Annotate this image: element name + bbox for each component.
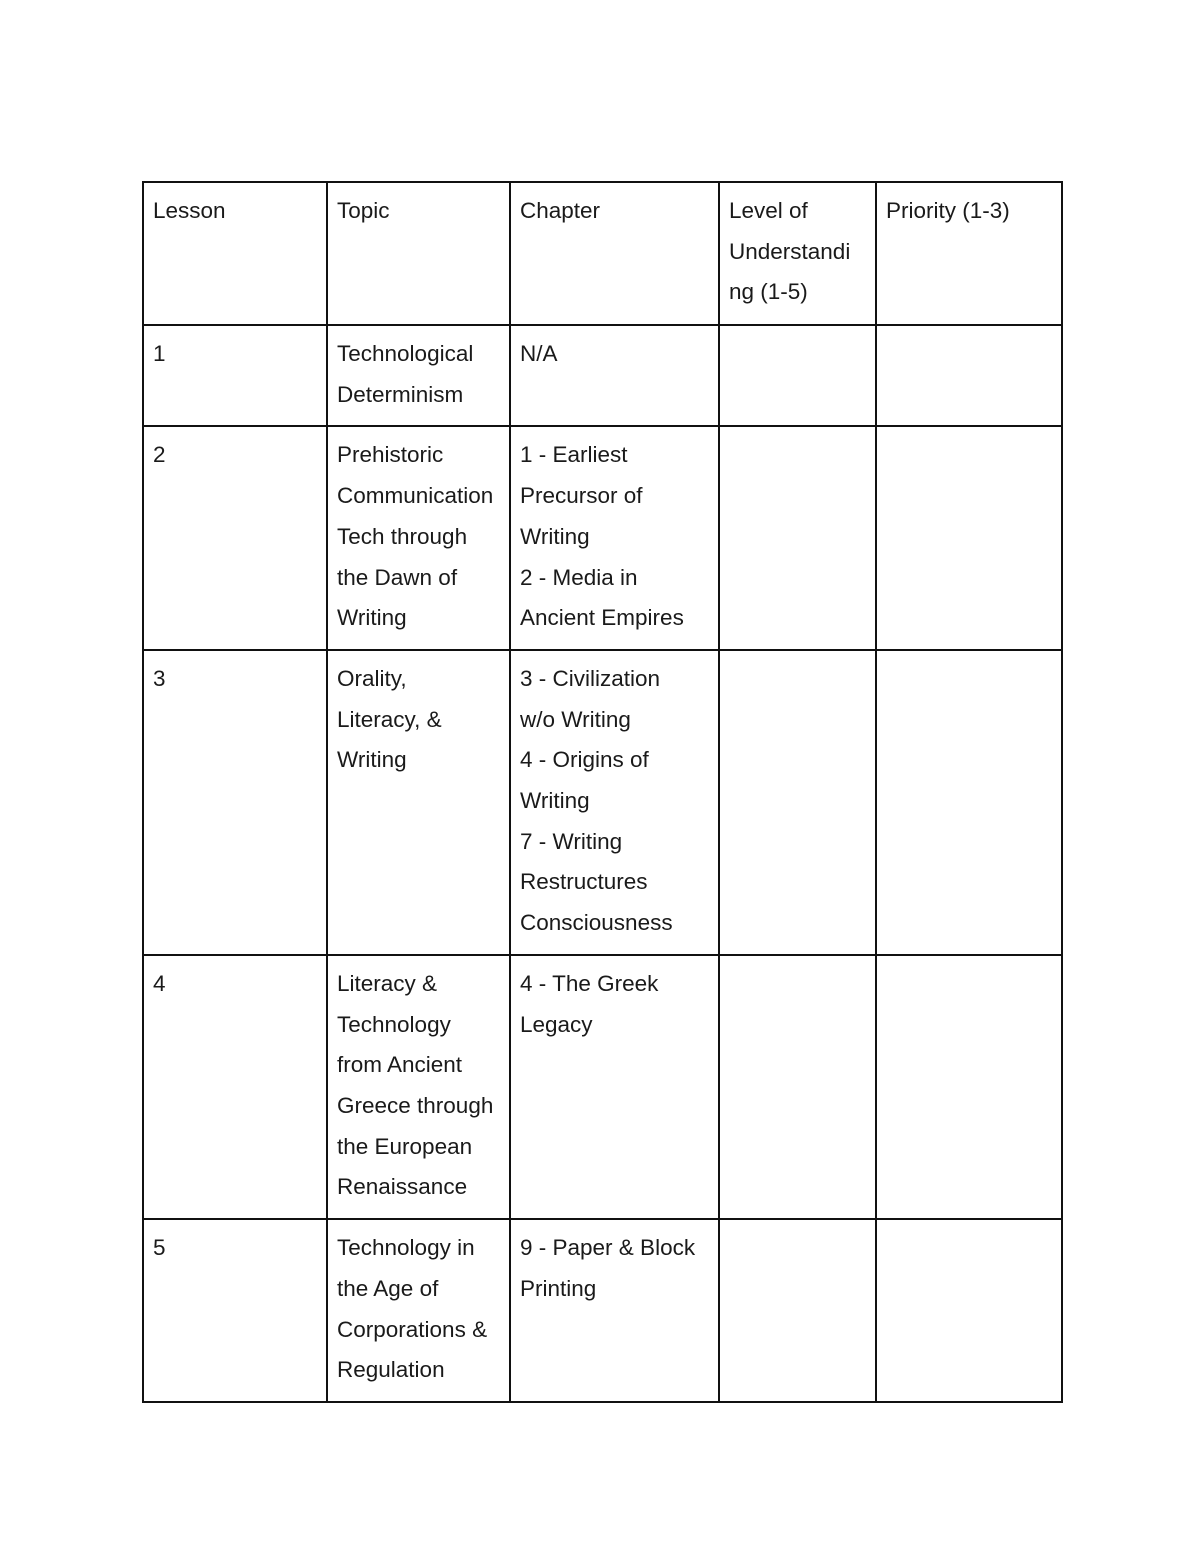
chapter-line: 2 - Media in xyxy=(520,564,638,590)
chapter-line: Writing xyxy=(520,523,590,549)
cell-topic xyxy=(327,650,510,955)
topic-line: Orality, xyxy=(337,665,407,691)
lesson-priority-table xyxy=(142,181,1063,1403)
header-topic xyxy=(327,182,510,325)
chapter-line: Precursor of xyxy=(520,483,643,509)
header-topic-text: Topic xyxy=(337,198,390,223)
cell-priority xyxy=(876,325,1062,426)
chapter-line: Printing xyxy=(520,1275,597,1301)
cell-lesson xyxy=(143,955,327,1219)
cell-lesson xyxy=(143,650,327,955)
topic-line: Literacy & xyxy=(337,970,438,996)
topic-line: the Age of xyxy=(337,1275,439,1301)
cell-topic xyxy=(327,426,510,650)
chapter-line: Restructures xyxy=(520,869,648,895)
lesson-number: 5 xyxy=(153,1235,166,1261)
cell-chapter xyxy=(510,1219,719,1402)
chapter-line: 7 - Writing xyxy=(520,828,623,854)
cell-level xyxy=(719,426,876,650)
chapter-line: 4 - Origins of xyxy=(520,747,649,773)
chapter-line: 9 - Paper & Block xyxy=(520,1235,696,1261)
chapter-line: w/o Writing xyxy=(520,706,631,732)
topic-line: Technological xyxy=(337,341,474,366)
topic-line: Determinism xyxy=(337,381,464,407)
topic-line: Communication xyxy=(337,483,494,509)
topic-line: Regulation xyxy=(337,1357,445,1383)
header-lesson-text: Lesson xyxy=(153,198,226,223)
chapter-line: 3 - Civilization xyxy=(520,665,661,691)
header-chapter-text: Chapter xyxy=(520,198,601,223)
table-row xyxy=(143,650,1062,955)
header-level-line: ng (1-5) xyxy=(729,279,808,305)
chapter-line: Consciousness xyxy=(520,910,673,936)
cell-level xyxy=(719,955,876,1219)
topic-line: Writing xyxy=(337,605,407,631)
cell-level xyxy=(719,1219,876,1402)
cell-topic xyxy=(327,955,510,1219)
chapter-line: Legacy xyxy=(520,1011,593,1037)
cell-lesson xyxy=(143,1219,327,1402)
cell-topic xyxy=(327,1219,510,1402)
cell-chapter xyxy=(510,955,719,1219)
table-header-row xyxy=(143,182,1062,325)
cell-lesson xyxy=(143,325,327,426)
lesson-number: 4 xyxy=(153,970,166,996)
topic-line: Corporations & xyxy=(337,1316,488,1342)
cell-level xyxy=(719,650,876,955)
chapter-line: N/A xyxy=(520,341,558,366)
cell-priority xyxy=(876,1219,1062,1402)
header-level-of-understanding xyxy=(719,182,876,325)
lesson-number: 1 xyxy=(153,341,166,366)
cell-lesson xyxy=(143,426,327,650)
cell-priority xyxy=(876,426,1062,650)
cell-priority xyxy=(876,955,1062,1219)
cell-chapter xyxy=(510,426,719,650)
chapter-line: 4 - The Greek xyxy=(520,970,659,996)
table-row xyxy=(143,426,1062,650)
topic-line: Literacy, & xyxy=(337,706,442,732)
topic-line: Greece through xyxy=(337,1093,494,1119)
table-row xyxy=(143,955,1062,1219)
topic-line: Technology xyxy=(337,1011,451,1037)
topic-line: Writing xyxy=(337,747,407,773)
lesson-number: 2 xyxy=(153,442,166,468)
header-lesson xyxy=(143,182,327,325)
cell-chapter xyxy=(510,325,719,426)
lesson-number: 3 xyxy=(153,665,166,691)
topic-line: from Ancient xyxy=(337,1052,463,1078)
chapter-line: 1 - Earliest xyxy=(520,442,628,468)
topic-line: Renaissance xyxy=(337,1174,468,1200)
cell-priority xyxy=(876,650,1062,955)
topic-line: Tech through xyxy=(337,523,468,549)
table-row xyxy=(143,1219,1062,1402)
cell-level xyxy=(719,325,876,426)
cell-topic xyxy=(327,325,510,426)
header-priority xyxy=(876,182,1062,325)
topic-line: the European xyxy=(337,1133,473,1159)
topic-line: Technology in xyxy=(337,1235,475,1261)
header-level-line: Level of xyxy=(729,198,808,223)
table-row xyxy=(143,325,1062,426)
header-chapter xyxy=(510,182,719,325)
topic-line: Prehistoric xyxy=(337,442,444,468)
topic-line: the Dawn of xyxy=(337,564,458,590)
chapter-line: Writing xyxy=(520,788,590,814)
header-level-line: Understandi xyxy=(729,238,851,264)
chapter-line: Ancient Empires xyxy=(520,605,684,631)
cell-chapter xyxy=(510,650,719,955)
header-priority-text: Priority (1-3) xyxy=(886,198,1010,223)
